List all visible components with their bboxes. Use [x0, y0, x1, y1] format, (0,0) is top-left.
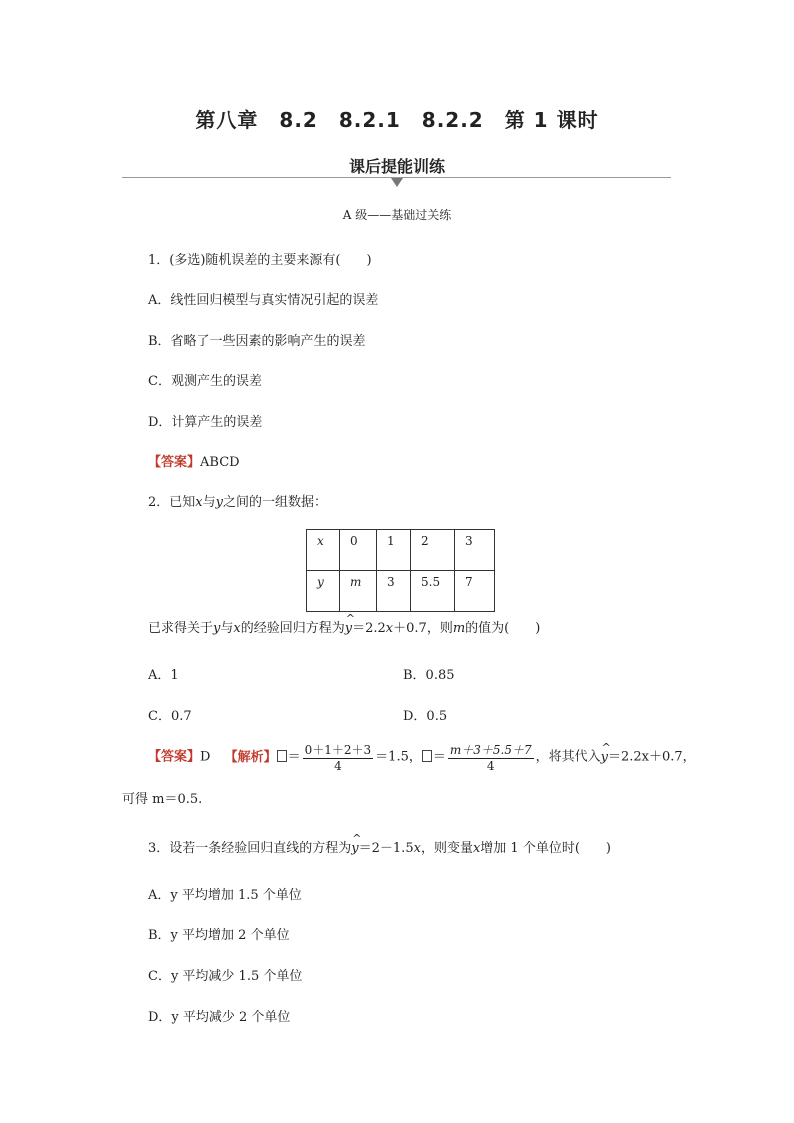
y-hat-symbol: ^ y: [345, 621, 352, 636]
q2-option-c: C．0.7: [148, 709, 192, 724]
answer-value: ABCD: [200, 455, 240, 470]
q2-option-b: B．0.85: [403, 668, 455, 683]
y-hat-symbol: ^ y: [351, 841, 358, 856]
table-cell: m: [340, 571, 377, 612]
table-row: [307, 530, 495, 571]
analysis-tag: 【解析】: [224, 749, 277, 765]
x-bar-symbol-icon: [277, 750, 287, 762]
q2-stem: 2．已知x与y之间的一组数据：: [148, 495, 328, 510]
table-cell: 3: [377, 571, 411, 612]
table-cell: 1: [377, 530, 411, 571]
q2-question-line: 已求得关于y与x的经验回归方程为^ y＝2.2x＋0.7，则m的值为( ): [148, 617, 540, 636]
q2-conclusion: 可得 m＝0.5.: [122, 792, 203, 807]
q3-option-b: B．y 平均增加 2 个单位: [148, 928, 290, 943]
answer-tag: 【答案】: [148, 749, 201, 765]
q3-option-a: A．y 平均增加 1.5 个单位: [148, 888, 302, 903]
table-cell: 3: [455, 530, 495, 571]
table-cell: x: [307, 530, 340, 571]
q2-answer-analysis: 【答案】D 【解析】 ＝ $\frac{0+1+2+3}{4}$ ＝1.5， ＝ $\frac{m+3+5.5+7}{4}$ ，将其代入^ y＝2.2x＋0.7，: [148, 741, 696, 773]
q1-option-c: C．观测产生的误差: [148, 374, 262, 389]
y-bar-symbol-icon: [422, 750, 432, 762]
q1-answer: [148, 451, 240, 470]
fraction-y-mean: $\frac{m+3+5.5+7}{4}$: [449, 743, 532, 773]
q3-option-d: D．y 平均减少 2 个单位: [148, 1010, 291, 1025]
table-cell: y: [307, 571, 340, 612]
table-cell: 0: [340, 530, 377, 571]
table-row: [307, 571, 495, 612]
answer-tag: 【答案】: [148, 455, 201, 470]
q1-option-a: A．线性回归模型与真实情况引起的误差: [148, 293, 379, 308]
y-hat-symbol: ^ y: [601, 750, 608, 765]
level-heading: A 级——基础过关练: [342, 208, 452, 222]
q1-stem: 1．(多选)随机误差的主要来源有( ): [148, 253, 372, 268]
q3-option-c: C．y 平均减少 1.5 个单位: [148, 969, 303, 984]
q3-stem: 3．设若一条经验回归直线的方程为^ y＝2－1.5x，则变量x增加 1 个单位时( ): [148, 837, 611, 856]
page-title: 第八章 8.2 8.2.1 8.2.2 第 1 课时: [195, 108, 599, 132]
data-table: [306, 529, 495, 612]
q1-option-b: B．省略了一些因素的影响产生的误差: [148, 334, 366, 349]
q2-option-d: D．0.5: [403, 709, 448, 724]
answer-value: D: [200, 749, 211, 765]
table-cell: 2: [411, 530, 455, 571]
fraction-x-mean: $\frac{0+1+2+3}{4}$: [304, 743, 372, 773]
section-subtitle: 课后提能训练: [348, 157, 445, 176]
table-cell: 7: [455, 571, 495, 612]
triangle-marker-icon: [391, 178, 403, 187]
q2-option-a: A．1: [148, 668, 179, 683]
q1-option-d: D．计算产生的误差: [148, 415, 263, 430]
table-cell: 5.5: [411, 571, 455, 612]
